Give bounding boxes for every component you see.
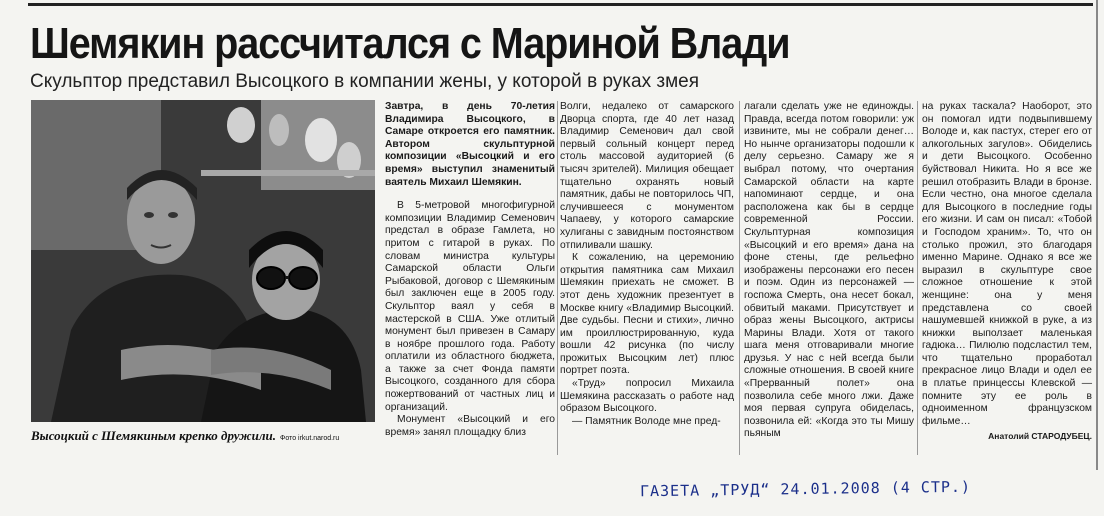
handwritten-source-note: ГАЗЕТА „ТРУД“ 24.01.2008 (4 СТР.) — [639, 477, 972, 501]
paragraph: Монумент «Высоцкий и его время» занял площадку близ — [385, 414, 555, 438]
paragraph: Волги, недалеко от самарского Дворца спорта, где 40 лет назад Владимир Семенович дал свой первый сольный концерт перед столь массовой аудиторией (6 тысяч зрителей). Милиция обещает тщательно охранять новый памятник, дабы не повторилось ЧП, случившееся с монументом Чапаеву, у которого самарские хулиганы с завидным постоянством отпиливали шашку. — [560, 101, 734, 251]
article-lead: Завтра, в день 70-летия Владимира Высоцкого, в Самаре откроется его памятник. Автором скульптурной композиции «Высоцкий и его время» выступил знаменитый ваятель Михаил Шемякин. — [385, 101, 555, 188]
article-column-3 — [744, 101, 914, 441]
paragraph: — Памятник Володе мне пред- — [572, 415, 721, 427]
subheadline: Скульптор представил Высоцкого в компании жены, у которой в руках змея — [30, 71, 699, 92]
photo-caption — [31, 428, 391, 444]
article-photo — [31, 100, 375, 422]
photo-credit: Фото irkut.narod.ru — [280, 435, 340, 442]
paragraph: лагали сделать уже не единожды. Правда, всегда потом говорили: уж извините, мы не собрали денег… Но нынче организаторы подошли к делу серьезно. Самару же я выбрал потому, что очертания Самарской области на карте напоминают сердце, и она расположена как бы в сердце современной России. Скульптурная композиция «Высоцкий и его время» дана на фоне стены, где рельефно изображены персонажи его песен и поэм. Один из персонажей — госпожа Смерть, она несет бокал, обвитый маками. Присутствует и образ жены Высоцкого, актрисы Марины Влади. Хотя от такого шага меня отговаривали многие друзья. У нас с ней всегда были сложные отношения. В своей книге «Прерванный полет» она позволила себе много лжи. Даже моя первая супруга обиделась, позвонила ей: «Когда это ты Мишу пьяным — [744, 101, 914, 440]
paragraph: К сожалению, на церемонию открытия памятника сам Михаил Шемякин приехать не сможет. В этот день художник презентует в Москве книгу «Владимир Высоцкий. Две судьбы. Песни и стихи», лично им проиллюстрированную, куда вошли 42 рисунка (по числу прожитых Высоцким лет) плюс портрет поэта. — [560, 252, 734, 377]
photo-illustration — [31, 100, 375, 422]
paragraph: на руках таскала? Наоборот, это он помогал идти подвыпившему Володе и, как пастух, стерег его от алкогольных загулов». Обиделись и дети Высоцкого. Особенно буйствовал Никита. Но я все же решил отобразить Влади в бронзе. Если честно, она многое сделала для Высоцкого в последние годы его жизни. И сам он писал: «Тобой и Господом храним». То, что он столько прожил, это благодаря именно Марине. Однако я все же выразил в скульптуре свое сложное отношение к этой женщине: она у меня представлена со своей нашумевшей книжкой в руке, а из книжки выползает маленькая гадюка… Пилюлю подсластил тем, что тщательно проработал прекрасное лицо Влади и одел ее в платье принцессы Клевской — помните эту ее роль в одноименном французском фильме… — [922, 101, 1092, 427]
headline: Шемякин рассчитался с Мариной Влади — [30, 19, 790, 68]
paragraph: В 5-метровой многофигурной композиции Владимир Семенович предстал в образе Гамлета, но притом с гитарой в руках. По словам министра культуры Самарской области Ольги Рыбаковой, договор с Шемякиным был заключен еще в 2005 году. Скульптор ваял у себя в мастерской в США. Уже отлитый монумент был привезен в Самару в ноябре прошлого года. Работу оплатили из областного бюджета, а также за счет Фонда памяти Высоцкого, созданного для сбора пожертвований от частных лиц и организаций. — [385, 200, 555, 413]
clipping-edge — [1096, 0, 1098, 470]
column-divider — [739, 101, 740, 455]
article-column-2 — [560, 101, 734, 428]
article-column-1 — [385, 101, 555, 439]
caption-text: Высоцкий с Шемякиным крепко дружили. — [31, 428, 277, 443]
top-rule — [28, 3, 1093, 6]
paragraph: «Труд» попросил Михаила Шемякина рассказать о работе над образом Высоцкого. — [560, 378, 734, 415]
column-divider — [917, 101, 918, 455]
article-column-4 — [922, 101, 1092, 443]
column-divider — [557, 101, 558, 455]
author-byline: Анатолий СТАРОДУБЕЦ. — [988, 431, 1092, 442]
